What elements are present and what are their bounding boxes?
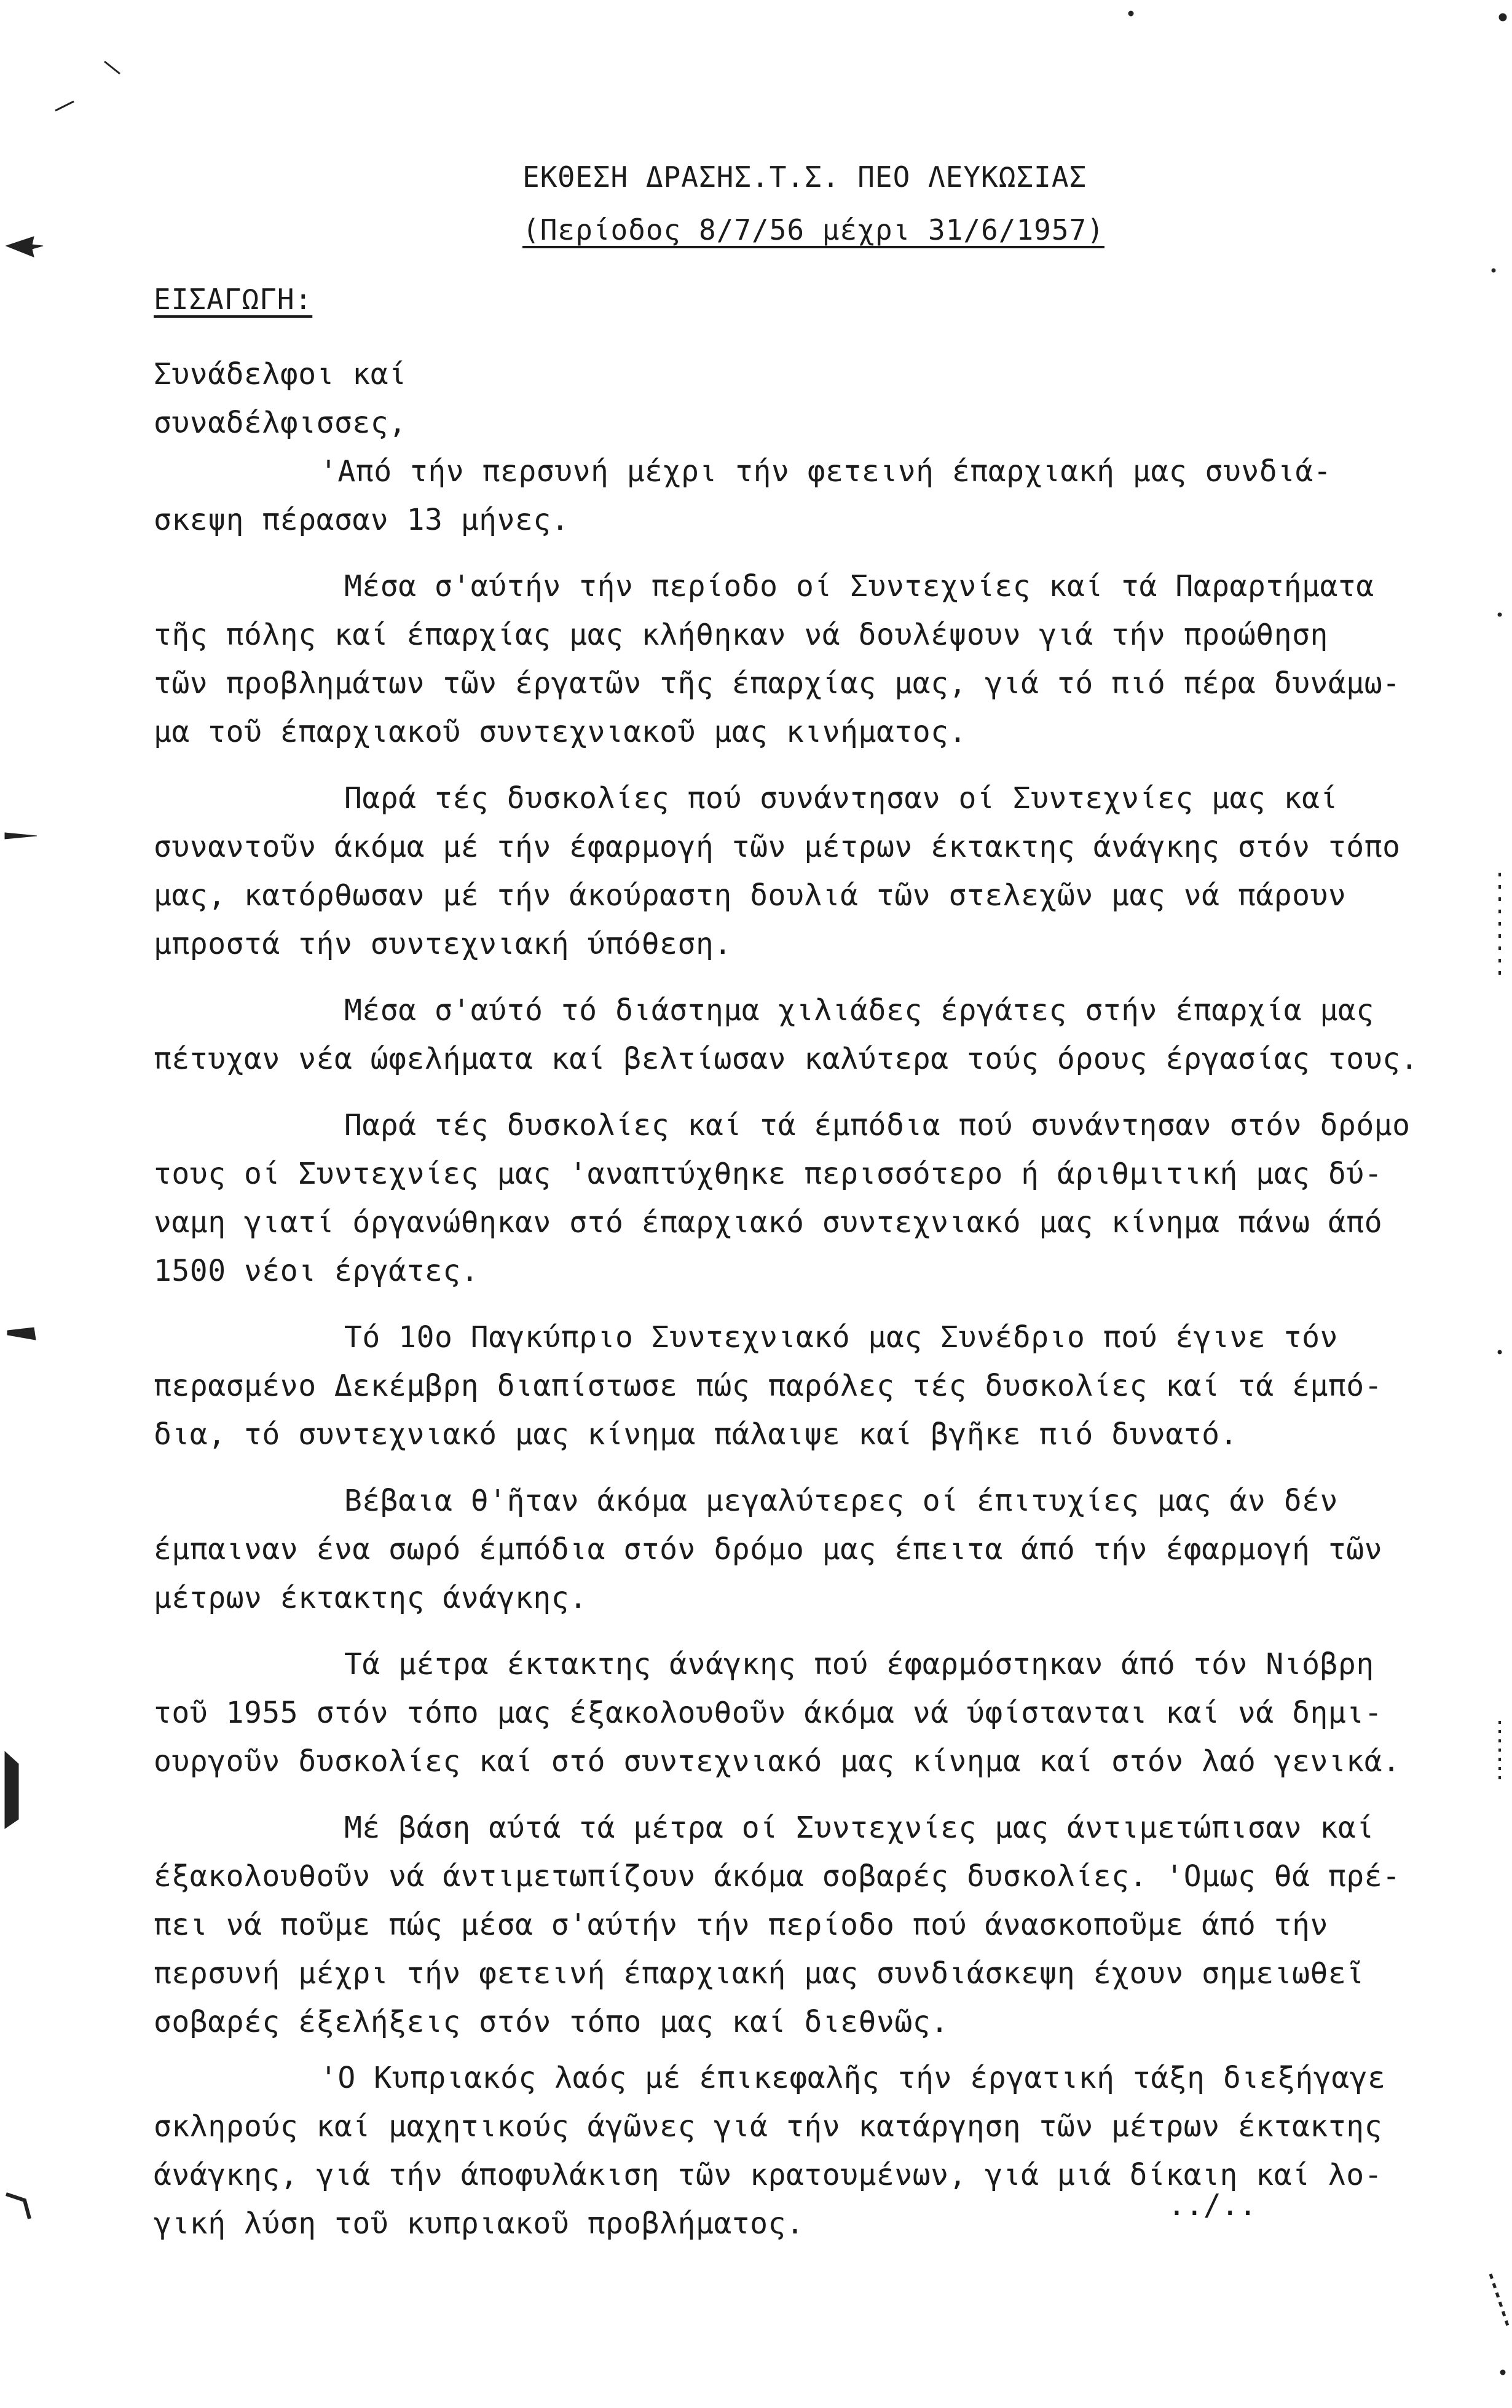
paragraph-line: ουργοῦν δυσκολίες καί στό συντεχνιακό μας κίνημα καί στόν λαό γενικά. (154, 1744, 1401, 1779)
paragraph-line: τῆς πόλης καί έπαρχίας μας κλήθηκαν νά δουλέψουν γιά τήν προώθηση (154, 618, 1328, 652)
paragraph (154, 2054, 1475, 2248)
paragraph-line: τῶν προβλημάτων τῶν έργατῶν τῆς έπαρχίας μας, γιά τό πιό πέρα δυνάμω- (154, 666, 1401, 701)
paragraph (154, 562, 1475, 757)
paragraph (154, 774, 1475, 969)
arrow-mark-left (7, 1328, 36, 1340)
paragraph-line: τους οί Συντεχνίες μας 'αναπτύχθηκε περισσότερο ή άριθμιτική μας δύ- (154, 1157, 1383, 1191)
paragraph (154, 1477, 1475, 1623)
continuation-mark: ../.. (1168, 2188, 1257, 2222)
paragraph-line: 1500 νέοι έργάτες. (154, 1254, 479, 1288)
paragraph-line: περσυνή μέχρι τήν φετεινή έπαρχιακή μας συνδιάσκεψη έχουν σημειωθεῖ (154, 1956, 1364, 1991)
paragraph-line: Μέ βάση αύτά τά μέτρα οί Συντεχνίες μας άντιμετώπισαν καί (344, 1811, 1374, 1845)
paragraph-line: Βέβαια θ'ῆταν άκόμα μεγαλύτερες οί έπιτυχίες μας άν δέν (344, 1484, 1338, 1518)
arrow-mark-left (6, 237, 43, 257)
paragraph-line: μέτρων έκτακτης άνάγκης. (154, 1581, 588, 1615)
paragraph (154, 1804, 1475, 2047)
paragraph-line: δια, τό συντεχνιακό μας κίνημα πάλαιψε καί βγῆκε πιό δυνατό. (154, 1417, 1238, 1452)
section-heading: ΕΙΣΑΓΩΓΗ: (154, 283, 313, 316)
paragraph-line: μπροστά τήν συντεχνιακή ύπόθεση. (154, 927, 732, 961)
salutation-line: συναδέλφισσες, (154, 406, 407, 440)
paragraph-line: συναντοῦν άκόμα μέ τήν έφαρμογή τῶν μέτρων έκτακτης άνάγκης στόν τόπο (154, 830, 1401, 864)
paragraph-line: σκληρούς καί μαχητικούς άγῶνες γιά τήν κατάργηση τῶν μέτρων έκτακτης (154, 2109, 1383, 2144)
scan-blot-left (5, 1752, 18, 1828)
dash-mark-left (5, 833, 37, 839)
paragraph (154, 1101, 1475, 1296)
paragraph-line: Παρά τές δυσκολίες καί τά έμπόδια πού συνάντησαν στόν δρόμο (344, 1108, 1411, 1143)
document-title: ΕΚΘΕΣΗ ΔΡΑΣΗΣ.Τ.Σ. ΠΕΟ ΛΕΥΚΩΣΙΑΣ (522, 160, 1087, 194)
paragraph (154, 447, 1475, 545)
paragraph-line: ναμη γιατί όργανώθηκαν στό έπαρχιακό συντεχνιακό μας κίνημα πάνω άπό (154, 1205, 1383, 1240)
scan-mark-left (6, 2194, 30, 2219)
paragraph-line: Μέσα σ'αύτό τό διάστημα χιλιάδες έργάτες στήν έπαρχία μας (344, 993, 1374, 1028)
paragraph (154, 1313, 1475, 1459)
paragraph (154, 1640, 1475, 1786)
paragraph-line: Τό 10ο Παγκύπριο Συντεχνιακό μας Συνέδριο πού έγινε τόν (344, 1320, 1338, 1355)
paragraph-line: άνάγκης, γιά τήν άποφυλάκιση τῶν κρατουμένων, γιά μιά δίκαιη καί λο- (154, 2158, 1383, 2192)
paragraph-line: 'Από τήν περσυνή μέχρι τήν φετεινή έπαρχιακή μας συνδιά- (320, 454, 1332, 489)
paragraph (154, 986, 1475, 1084)
paragraph-line: μας, κατόρθωσαν μέ τήν άκούραστη δουλιά τῶν στελεχῶν μας νά πάρουν (154, 878, 1347, 913)
document-period: (Περίοδος 8/7/56 μέχρι 31/6/1957) (522, 213, 1104, 246)
paragraph-line: έμπαιναν ένα σωρό έμπόδια στόν δρόμο μας έπειτα άπό τήν έφαρμογή τῶν (154, 1532, 1383, 1567)
paragraph-line: 'Ο Κυπριακός λαός μέ έπικεφαλῆς τήν έργατική τάξη διεξήγαγε (320, 2061, 1386, 2095)
paragraph-line: πέτυχαν νέα ώφελήματα καί βελτίωσαν καλύτερα τούς όρους έργασίας τους. (154, 1042, 1419, 1076)
paragraph-line: σκεψη πέρασαν 13 μήνες. (154, 503, 570, 537)
salutation-line: Συνάδελφοι καί (154, 357, 407, 391)
title-block (522, 151, 1260, 256)
paragraph-line: περασμένο Δεκέμβρη διαπίστωσε πώς παρόλες τές δυσκολίες καί τά έμπό- (154, 1369, 1383, 1403)
paragraph-line: σοβαρές έξελήξεις στόν τόπο μας καί διεθνῶς. (154, 2005, 949, 2039)
paragraph-line: πει νά ποῦμε πώς μέσα σ'αύτήν τήν περίοδο πού άνασκοποῦμε άπό τήν (154, 1908, 1328, 1942)
body-text (154, 350, 1475, 2248)
paragraph-line: Παρά τές δυσκολίες πού συνάντησαν οί Συντεχνίες μας καί (344, 781, 1338, 816)
paragraph-line: τοῦ 1955 στόν τόπο μας έξακολουθοῦν άκόμα νά ύφίστανται καί νά δημι- (154, 1696, 1383, 1730)
paragraph-line: Τά μέτρα έκτακτης άνάγκης πού έφαρμόστηκαν άπό τόν Νιόβρη (344, 1647, 1374, 1682)
paragraph-line: έξακολουθοῦν νά άντιμετωπίζουν άκόμα σοβαρές δυσκολίες. 'Ομως θά πρέ- (154, 1859, 1401, 1894)
paragraph-line: γική λύση τοῦ κυπριακοῦ προβλήματος. (154, 2206, 805, 2241)
paragraph-line: μα τοῦ έπαρχιακοῦ συντεχνιακοῦ μας κινήματος. (154, 715, 967, 749)
paragraph-line: Μέσα σ'αύτήν τήν περίοδο οί Συντεχνίες καί τά Παραρτήματα (344, 569, 1374, 604)
